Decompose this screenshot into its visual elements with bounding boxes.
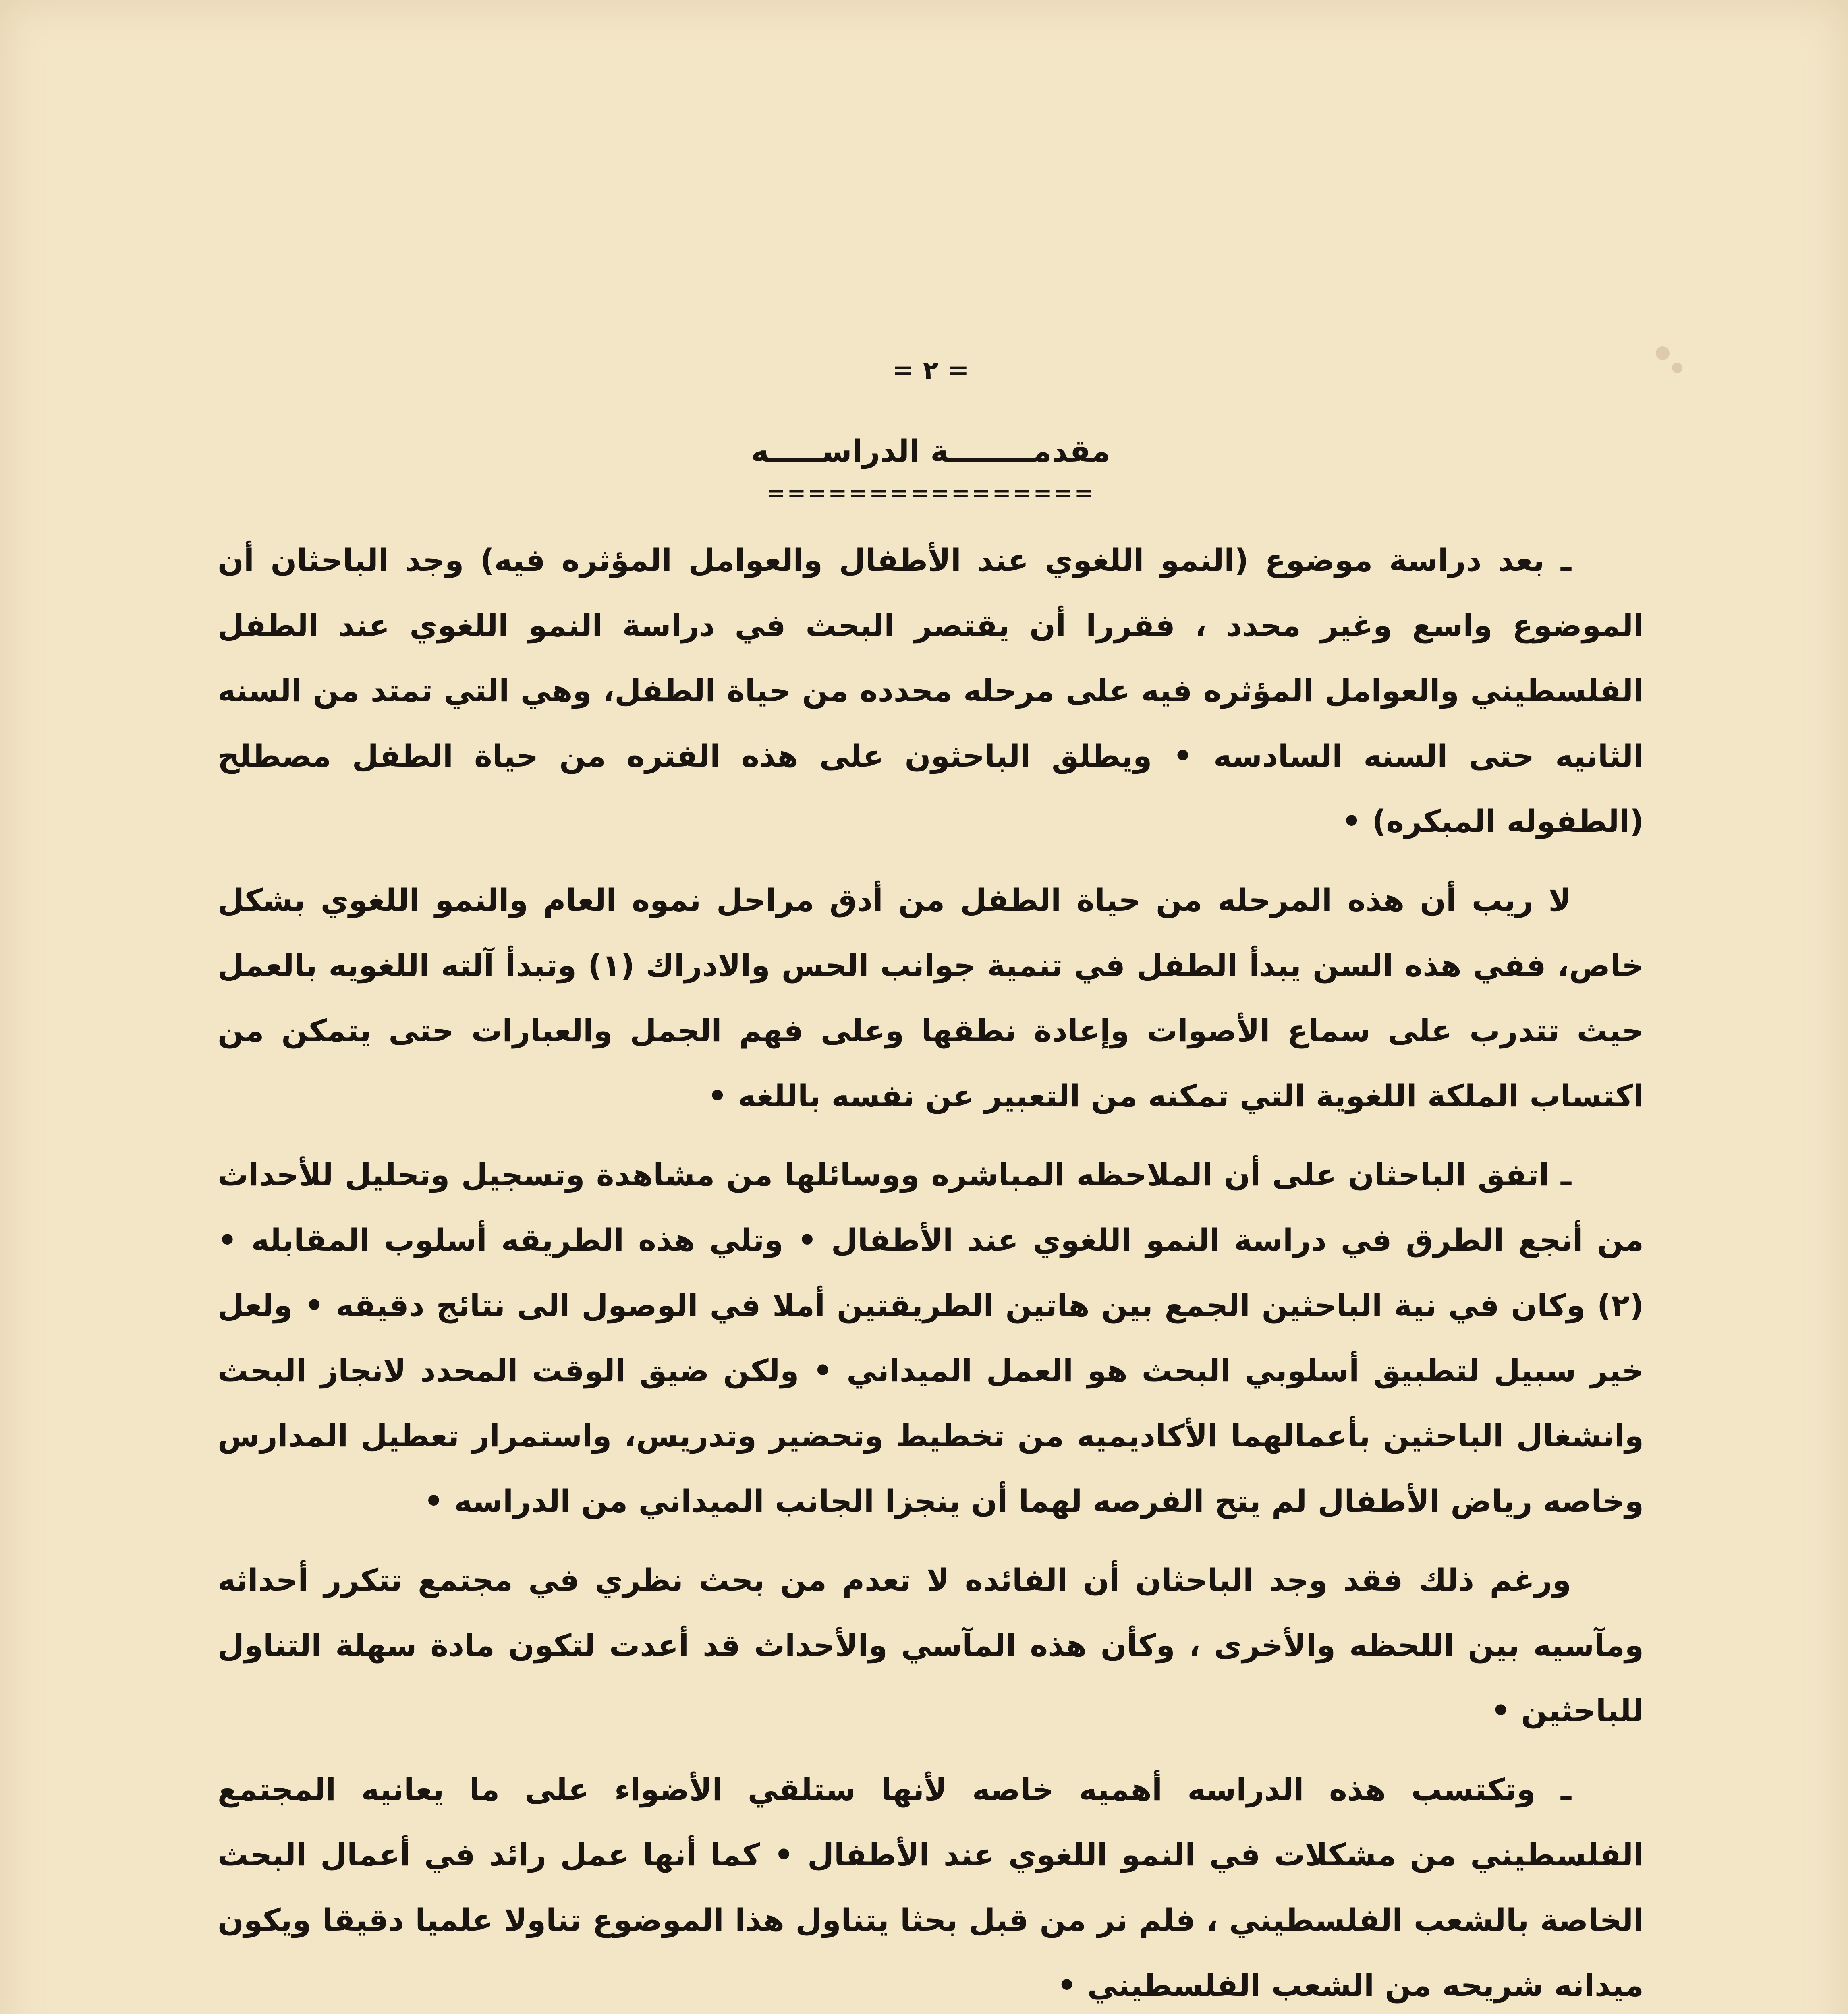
section-title: مقدمــــــــة الدراســـــه	[751, 433, 1111, 469]
paragraph: ورغم ذلك فقد وجد الباحثان أن الفائده لا تعدم من بحث نظري في مجتمع تتكرر أحداثه ومآسيه بين اللحظه والأخرى ، وكأن هذه المآسي والأحداث قد أعدت لتكون مادة سهلة التناول للباحثين •	[218, 1562, 1644, 1728]
document-body	[218, 346, 1644, 2014]
paragraph: ـ اتفق الباحثان على أن الملاحظه المباشره ووسائلها من مشاهدة وتسجيل وتحليل للأحداث من أنجع الطرق في دراسة النمو اللغوي عند الأطفال • وتلي هذه الطريقه أسلوب المقابله • (٢) وكان في نية الباحثين الجمع بين هاتين الطريقتين أملا في الوصول الى نتائج دقيقه • ولعل خير سبيل لتطبيق أسلوبي البحث هو العمل الميداني • ولكن ضيق الوقت المحدد لانجاز البحث وانشغال الباحثين بأعمالهما الأكاديميه من تخطيط وتحضير وتدريس، واستمرار تعطيل المدارس وخاصه رياض الأطفال لم يتح الفرصه لهما أن ينجزا الجانب الميداني من الدراسه •	[218, 1157, 1644, 1519]
title-underline: ================	[766, 480, 1095, 506]
paper-stain	[1656, 346, 1670, 360]
paragraph: لا ريب أن هذه المرحله من حياة الطفل من أدق مراحل نموه العام والنمو اللغوي بشكل خاص، ففي هذه السن يبدأ الطفل في تنمية جوانب الحس والادراك (١) وتبدأ آلته اللغويه بالعمل حيث تتدرب على سماع الأصوات وإعادة نطقها وعلى فهم الجمل والعبارات حتى يتمكن من اكتساب الملكة اللغوية التي تمكنه من التعبير عن نفسه باللغه •	[218, 882, 1644, 1114]
paper-stain	[1672, 363, 1682, 373]
paragraph: ـ بعد دراسة موضوع (النمو اللغوي عند الأطفال والعوامل المؤثره فيه) وجد الباحثان أن الموضوع واسع وغير محدد ، فقررا أن يقتصر البحث في دراسة النمو اللغوي عند الطفل الفلسطيني والعوامل المؤثره فيه على مرحله محدده من حياة الطفل، وهي التي تمتد من السنه الثانيه حتى السنه السادسه • ويطلق الباحثون على هذه الفتره من حياة الطفل مصطلح (الطفوله المبكره) •	[218, 542, 1644, 839]
page-number: = ٢ =	[892, 356, 969, 385]
paragraph: ـ وتكتسب هذه الدراسه أهميه خاصه لأنها ستلقي الأضواء على ما يعانيه المجتمع الفلسطيني من مشكلات في النمو اللغوي عند الأطفال • كما أنها عمل رائد في أعمال البحث الخاصة بالشعب الفلسطيني ، فلم نر من قبل بحثا يتناول هذا الموضوع تناولا علميا دقيقا ويكون ميدانه شريحه من الشعب الفلسطيني •	[218, 1772, 1644, 2003]
